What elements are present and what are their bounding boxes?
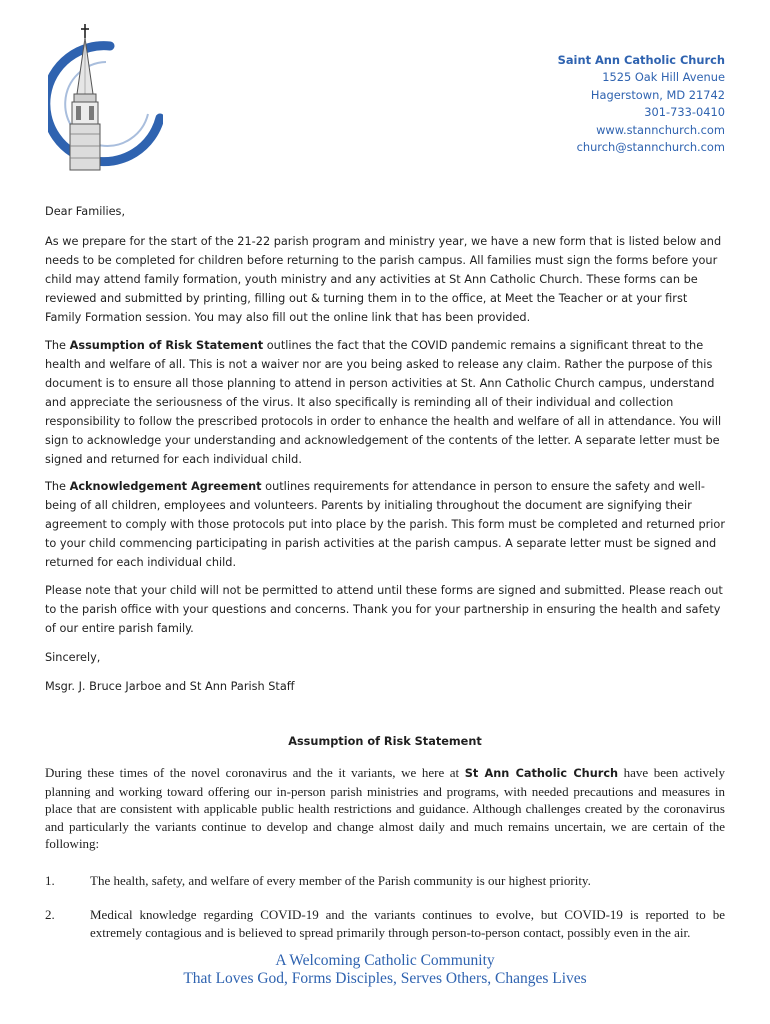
- assumption-of-risk-term: Assumption of Risk Statement: [69, 339, 264, 352]
- statement-item: [45, 906, 725, 941]
- item-text: The health, safety, and welfare of every member of the Parish community is our highest priority.: [90, 873, 591, 888]
- letter-greeting: Dear Families,: [45, 205, 126, 218]
- city-state-zip: Hagerstown, MD 21742: [590, 87, 725, 102]
- item-number: 1.: [45, 873, 55, 888]
- letter-paragraph-3: The Acknowledgement Agreement outlines requirements for attendance in person to ensure the safety and well-being of all children, employees and volunteers. Parents by initialing throughout the document are signifying their agreement to comply with those protocols put into place by the parish. This form must be completed and returned prior to your child commencing participating in parish activities at the parish campus. A separate letter must be signed and returned for each individual child.: [45, 480, 725, 569]
- letter-paragraph-1: As we prepare for the start of the 21-22 parish program and ministry year, we have a new form that is listed below and needs to be completed for children before returning to the parish campus. All families must sign the forms before your child may attend family formation, youth ministry and any activities at St Ann Catholic Church. These forms can be reviewed and submitted by printing, filling out & turning them in to the office, at Meet the Teacher or at your first Family Formation session. You may also fill out the online link that has been provided.: [45, 235, 722, 324]
- website-link[interactable]: www.stannchurch.com: [596, 122, 725, 137]
- statement-title: Assumption of Risk Statement: [288, 735, 482, 748]
- letter-paragraph-2: The Assumption of Risk Statement outlines the fact that the COVID pandemic remains a significant threat to the health and welfare of all. This is not a waiver nor are you being asked to release any claim. Rather the purpose of this document is to ensure all those planning to attend in person activities at St. Ann Catholic Church campus, understand and appreciate the seriousness of the virus. It also specifically is reminding all of their individual and collection responsibility to follow the prescribed protocols in order to enhance the health and welfare of all in attendance. You will sign to acknowledge your understanding and acknowledgement of the contents of the letter. A separate letter must be signed and returned for each individual child.: [45, 339, 722, 466]
- street-address: 1525 Oak Hill Avenue: [602, 70, 725, 85]
- church-address-block: [558, 52, 725, 156]
- item-text: Medical knowledge regarding COVID-19 and the variants continues to evolve, but COVID-19 is reported to be extremely contagious and is believed to spread primarily through person-to-person contact, possibly even in the air.: [90, 907, 725, 940]
- statement-intro: During these times of the novel coronavirus and the it variants, we here at St Ann Catholic Church have been actively planning and working toward offering our in-person parish ministries and programs, with needed precautions and measures in place that are consistent with applicable public health restrictions and guidance. Although challenges created by the coronavirus and particularly the variants continue to develop and change almost daily and much remains uncertain, we are certain of the following:: [45, 765, 725, 851]
- email-link[interactable]: church@stannchurch.com: [576, 140, 725, 155]
- letter-signature: Msgr. J. Bruce Jarboe and St Ann Parish Staff: [45, 680, 295, 693]
- phone-number: 301-733-0410: [644, 105, 725, 120]
- footer-motto-line-2: That Loves God, Forms Disciples, Serves Others, Changes Lives: [183, 970, 587, 987]
- church-name-bold: St Ann Catholic Church: [464, 767, 619, 780]
- footer-motto-line-1: A Welcoming Catholic Community: [275, 952, 495, 969]
- church-name: Saint Ann Catholic Church: [557, 53, 725, 67]
- acknowledgement-agreement-term: Acknowledgement Agreement: [69, 480, 262, 493]
- letter-closing: Sincerely,: [45, 651, 101, 664]
- church-steeple-logo: [48, 22, 163, 172]
- letter-paragraph-4: Please note that your child will not be permitted to attend until these forms are signed and submitted. Please reach out to the parish office with your questions and concerns. Thank you for your partnership in ensuring the health and safety of our entire parish family.: [45, 584, 723, 635]
- statement-item: [45, 872, 725, 890]
- item-number: 2.: [45, 907, 55, 922]
